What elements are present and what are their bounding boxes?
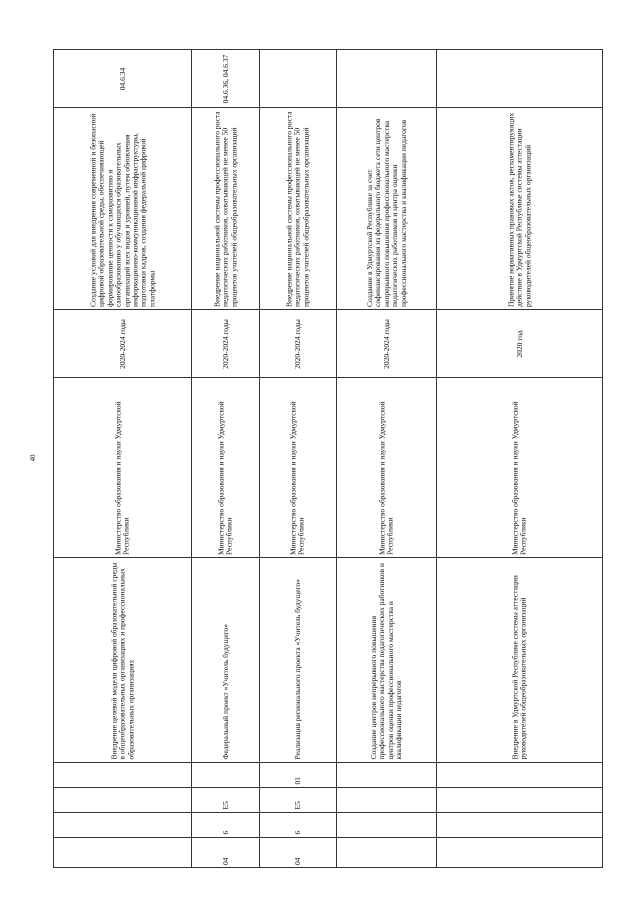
result-cell [437,108,603,310]
period-cell-text: 2020-2024 годы [220,318,230,369]
code-cell-3-text: E5 [292,801,302,810]
table-row-c4 [54,763,603,788]
name-cell [260,558,337,763]
name-cell-text: Реализация регионального проекта «Учитель будущего» [292,579,302,760]
period-cell [337,310,437,378]
code-cell-1-text: 04 [220,857,230,865]
code-cell-3 [192,788,260,813]
result-cell-text: Создание условий для внедрения современной и безопасной цифровой образовательной среды, обеспечивающей формирование ценности к саморазвитию и самообразованию у обучающихся образовательных организаций всех видов и уровней, путем обновления информационно-коммуникационной инфраструктуры, подготовки кадров, создания федеральной цифровой платформы [87,113,156,307]
table-row-name [54,558,603,763]
links-cell [54,50,192,108]
code-cell-4 [192,763,260,788]
period-cell [54,310,192,378]
name-cell [192,558,260,763]
name-cell-text: Федеральный проект «Учитель будущего» [220,623,230,760]
name-cell [337,558,437,763]
executor-cell [337,378,437,558]
code-cell-3 [260,788,337,813]
code-cell-2-text: 6 [292,830,302,835]
code-cell-3 [54,788,192,813]
result-cell [192,108,260,310]
code-cell-1 [437,838,603,868]
period-cell-text: 2020 год [514,329,524,358]
executor-cell-text: Министерство образования и науки Удмуртской Республики [216,400,234,555]
code-cell-3 [337,788,437,813]
code-cell-2 [260,813,337,838]
executor-cell-text: Министерство образования и науки Удмуртской Республики [377,400,395,555]
table-row-links [54,50,603,108]
code-cell-2 [337,813,437,838]
name-cell-text: Создание центров непрерывного повышения профессионального мастерства педагогических работников и центров оценки профессионального мастерства и квалификации педагогов [368,563,403,760]
table-row-c2 [54,813,603,838]
code-cell-2 [54,813,192,838]
code-cell-4 [54,763,192,788]
result-cell-text: Внедрение национальной системы профессионального роста педагогических работников, охватывающей не менее 50 процентов учителей общеобразовательных организаций [211,110,238,307]
code-cell-1 [54,838,192,868]
name-cell [437,558,603,763]
result-cell-text: Внедрение национальной системы профессионального роста педагогических работников, охватывающей не менее 50 процентов учителей общеобразовательных организаций [284,110,311,307]
period-cell-text: 2020-2024 годы [117,318,127,369]
executor-cell-text: Министерство образования и науки Удмуртской Республики [288,400,306,555]
table-row-executor [54,378,603,558]
period-cell [260,310,337,378]
table-row-c1 [54,838,603,868]
page-number: 40 [29,454,37,462]
code-cell-3 [437,788,603,813]
links-cell [437,50,603,108]
rotated-table [53,49,603,868]
links-cell [192,50,260,108]
executor-cell [192,378,260,558]
links-cell [260,50,337,108]
code-cell-4 [337,763,437,788]
executor-cell [437,378,603,558]
name-cell [54,558,192,763]
period-cell [437,310,603,378]
code-cell-1 [192,838,260,868]
period-cell-text: 2020-2024 годы [292,318,302,369]
code-cell-2 [437,813,603,838]
table-row-result [54,108,603,310]
code-cell-3-text: E5 [220,801,230,810]
result-cell [260,108,337,310]
program-table [53,49,602,867]
name-cell-text: Внедрение целевой модели цифровой образовательной среды в общеобразовательных организациях и профессиональных образовательных организациях [108,562,135,760]
code-cell-4-text: 01 [292,777,302,785]
links-cell [337,50,437,108]
code-cell-4 [260,763,337,788]
table-row-c3 [54,788,603,813]
executor-cell-text: Министерство образования и науки Удмуртской Республики [510,400,528,555]
result-cell [337,108,437,310]
period-cell [192,310,260,378]
result-cell [54,108,192,310]
executor-cell-text: Министерство образования и науки Удмуртской Республики [113,400,131,555]
links-cell-text: 04.6.34 [117,67,127,90]
code-cell-2-text: 6 [220,830,230,835]
result-cell-text: Создание в Удмуртской Республике за счет софинансирования из федерального бюджета сети центров непрерывного повышения профессионального мастерства педагогических работников и центра оценки профессионального мастерства и квалификации педагогов [364,118,408,307]
executor-cell [260,378,337,558]
table-row-period [54,310,603,378]
links-cell-text: 04.6.36, 04.6.37 [220,54,230,103]
result-cell-text: Принятие нормативных правовых актов, регламентирующих действие в Удмуртской Республике системы аттестации руководителей общеобразовательных организаций [505,112,532,307]
code-cell-4 [437,763,603,788]
code-cell-2 [192,813,260,838]
period-cell-text: 2020-2024 годы [381,318,391,369]
name-cell-text: Внедрение в Удмуртской Республике системы аттестации руководителей общеобразовательных организаций [510,575,528,760]
code-cell-1-text: 04 [292,857,302,865]
code-cell-1 [260,838,337,868]
code-cell-1 [337,838,437,868]
executor-cell [54,378,192,558]
